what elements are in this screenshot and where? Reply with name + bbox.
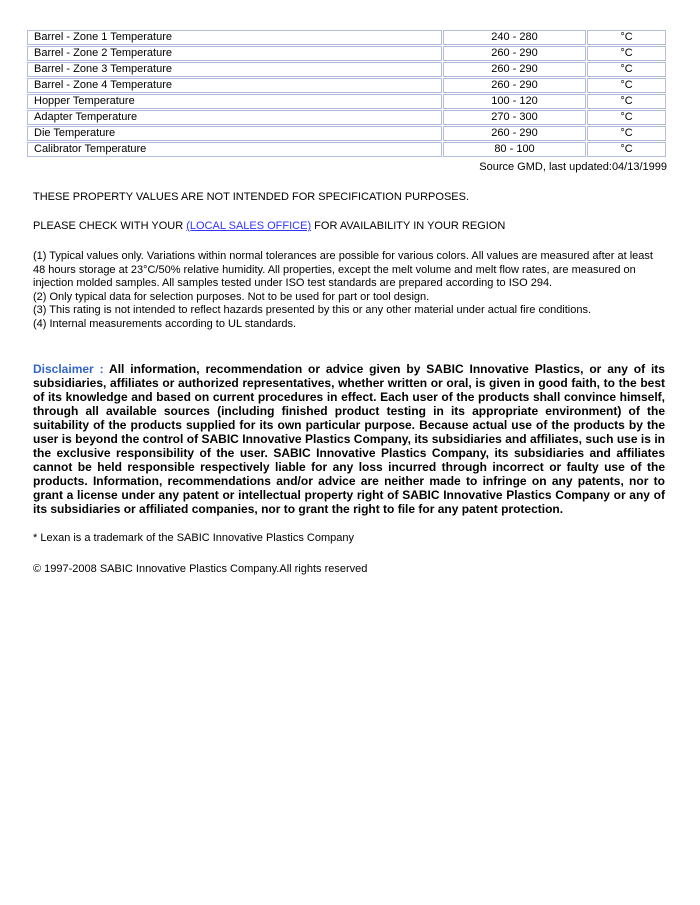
property-name-cell: Adapter Temperature — [27, 110, 442, 125]
availability-suffix: FOR AVAILABILITY IN YOUR REGION — [311, 220, 506, 232]
property-unit-cell: °C — [587, 62, 666, 77]
footnote: (2) Only typical data for selection purposes. Not to be used for part or tool design. — [33, 290, 430, 303]
property-name-cell: Barrel - Zone 3 Temperature — [27, 62, 442, 77]
spec-purposes-notice: THESE PROPERTY VALUES ARE NOT INTENDED FOR SPECIFICATION PURPOSES. — [33, 191, 470, 203]
availability-notice — [33, 220, 667, 233]
source-note: Source GMD, last updated:04/13/1999 — [479, 161, 667, 173]
disclaimer-paragraph — [33, 362, 665, 516]
availability-prefix: PLEASE CHECK WITH YOUR — [33, 220, 187, 232]
property-unit-cell: °C — [587, 78, 666, 93]
property-name-cell: Barrel - Zone 2 Temperature — [27, 46, 442, 61]
property-unit-cell: °C — [587, 126, 666, 141]
disclaimer-text: All information, recommendation or advice given by SABIC Innovative Plastics, or any of its subsidiaries, affiliates or authorized representatives, whether written or oral, is given in good faith, to the best of its knowledge and based on current procedures in effect. Each user of the products shall convince himself, through all available sources (including finished product testing in its appropriate environment) of the suitability of the products supplied for its own particular purpose. Because actual use of the products by the user is beyond the control of SABIC Innovative Plastics Company, its subsidiaries and affiliates, such use is in the exclusive responsibility of the user. SABIC Innovative Plastics Company, its subsidiaries and affiliates cannot be held responsible respectively liable for any loss incurred through incorrect or faulty use of the products. Information, recommendations and/or advice are neither made to infringe on any patents, nor to grant a license under any patent or intellectual property right of SABIC Innovative Plastics Company or any of its subsidiaries or affiliated companies, nor to grant the right to file for any patent protection. — [33, 362, 665, 516]
property-name-cell: Barrel - Zone 1 Temperature — [27, 30, 442, 45]
property-value-cell: 270 - 300 — [443, 110, 586, 125]
property-unit-cell: °C — [587, 94, 666, 109]
property-value-cell: 260 - 290 — [443, 78, 586, 93]
property-value-cell: 260 - 290 — [443, 62, 586, 77]
property-unit-cell: °C — [587, 30, 666, 45]
property-unit-cell: °C — [587, 110, 666, 125]
property-name-cell: Calibrator Temperature — [27, 142, 442, 157]
table-row — [27, 142, 666, 157]
copyright-note: © 1997-2008 SABIC Innovative Plastics Company.All rights reserved — [33, 563, 368, 575]
property-value-cell: 240 - 280 — [443, 30, 586, 45]
table-row — [27, 110, 666, 125]
table-row — [27, 62, 666, 77]
property-value-cell: 260 - 290 — [443, 46, 586, 61]
table-row — [27, 46, 666, 61]
table-row — [27, 78, 666, 93]
property-value-cell: 80 - 100 — [443, 142, 586, 157]
table-row — [27, 126, 666, 141]
local-sales-office-link[interactable]: (LOCAL SALES OFFICE) — [186, 220, 312, 232]
process-conditions-table — [26, 29, 667, 158]
table-row — [27, 94, 666, 109]
property-name-cell: Hopper Temperature — [27, 94, 442, 109]
footnote: (4) Internal measurements according to UL standards. — [33, 317, 297, 330]
property-name-cell: Die Temperature — [27, 126, 442, 141]
property-value-cell: 260 - 290 — [443, 126, 586, 141]
footnote: (3) This rating is not intended to reflect hazards presented by this or any other material under actual fire conditions. — [33, 304, 592, 316]
footnote: (1) Typical values only. Variations within normal tolerances are possible for various colors. All values are measured after at least 48 hours storage at 23°C/50% relative humidity. All properties, except the melt volume and melt flow rates, are measured on injection molded samples. All samples tested under ISO test standards are prepared according to ISO 294. — [33, 250, 653, 289]
trademark-note: * Lexan is a trademark of the SABIC Innovative Plastics Company — [33, 532, 354, 544]
property-unit-cell: °C — [587, 46, 666, 61]
footnotes-block — [33, 250, 667, 331]
property-name-cell: Barrel - Zone 4 Temperature — [27, 78, 442, 93]
property-unit-cell: °C — [587, 142, 666, 157]
table-row — [27, 30, 666, 45]
disclaimer-label: Disclaimer : — [33, 362, 104, 376]
property-value-cell: 100 - 120 — [443, 94, 586, 109]
